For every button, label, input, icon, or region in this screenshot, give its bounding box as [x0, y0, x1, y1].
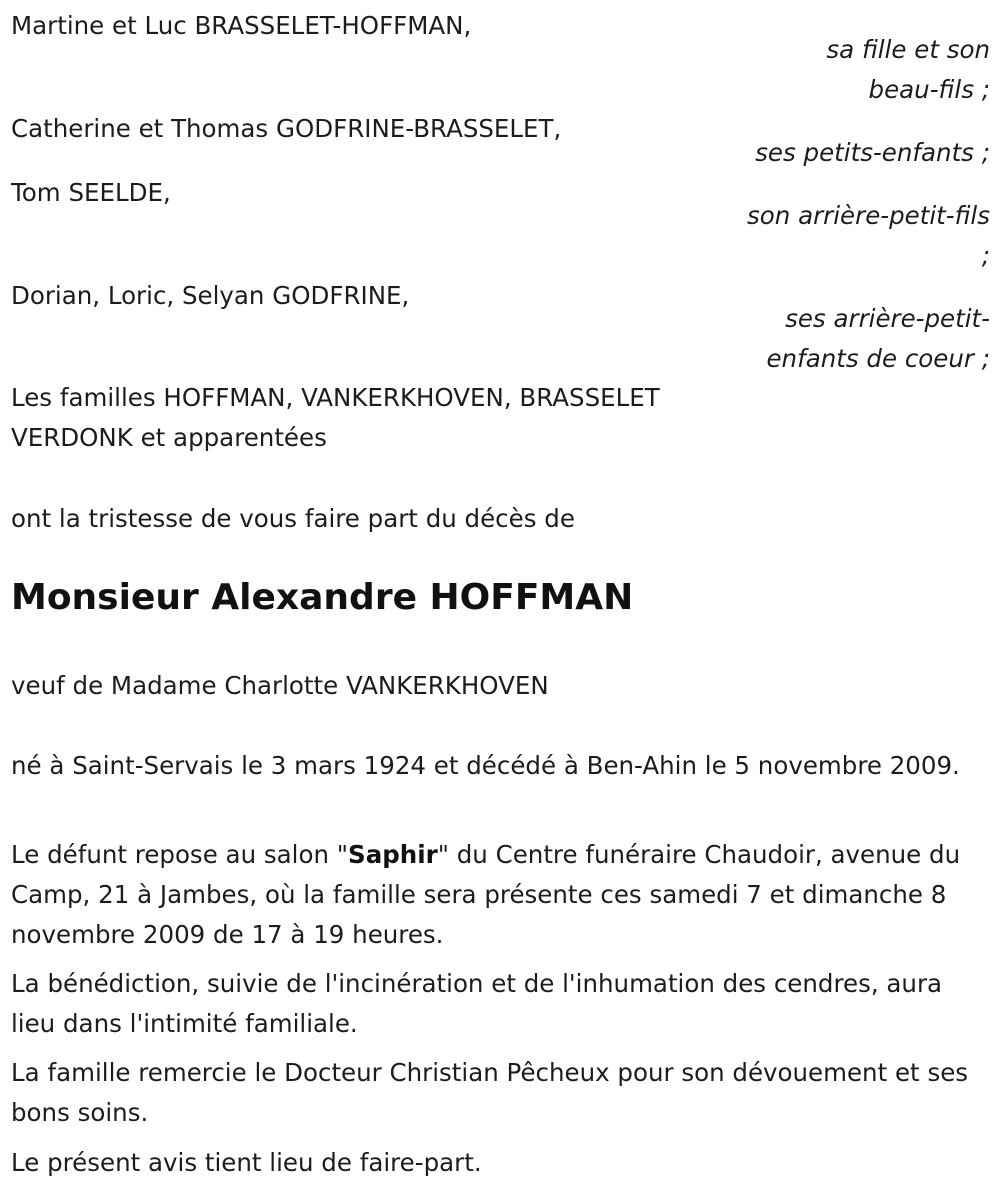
- thanks-paragraph: La famille remercie le Docteur Christian Pêcheux pour son dévouement et ses bons soins.: [11, 1058, 969, 1127]
- relation-label-4b: enfants de coeur ;: [766, 344, 990, 373]
- announcement-text: ont la tristesse de vous faire part du décès de: [11, 504, 575, 533]
- relative-names-4: Dorian, Loric, Selyan GODFRINE,: [11, 281, 410, 310]
- salon-name: Saphir: [348, 840, 438, 869]
- relative-names-1: Martine et Luc BRASSELET-HOFFMAN,: [11, 11, 472, 40]
- families-line-1: Les familles HOFFMAN, VANKERKHOVEN, BRASSELET: [11, 383, 660, 412]
- relation-label-2a: ses petits-enfants ;: [755, 138, 990, 167]
- deceased-name: Monsieur Alexandre HOFFMAN: [11, 577, 634, 618]
- birth-death-paragraph: né à Saint-Servais le 3 mars 1924 et décédé à Ben-Ahin le 5 novembre 2009.: [11, 751, 960, 780]
- repose-paragraph: [11, 835, 991, 955]
- relation-label-1a: sa fille et son: [826, 35, 990, 64]
- relation-label-3b: ;: [981, 241, 990, 270]
- families-line-2: VERDONK et apparentées: [11, 423, 327, 452]
- relative-names-2: Catherine et Thomas GODFRINE-BRASSELET,: [11, 114, 562, 143]
- relation-label-1b: beau-fils ;: [868, 75, 990, 104]
- relation-label-4a: ses arrière-petit-: [785, 304, 990, 333]
- ceremony-paragraph: La bénédiction, suivie de l'incinération et de l'inhumation des cendres, aura lieu dans l'intimité familiale.: [11, 969, 943, 1038]
- relative-names-3: Tom SEELDE,: [11, 178, 171, 207]
- repose-text-before: Le défunt repose au salon ": [11, 840, 349, 869]
- relation-label-3a: son arrière-petit-fils: [747, 201, 990, 230]
- closing-paragraph: Le présent avis tient lieu de faire-part.: [11, 1148, 482, 1177]
- repose-text-after: " du Centre funéraire Chaudoir, avenue du Camp, 21 à Jambes, où la famille sera présente ces samedi 7 et dimanche 8 novembre 2009 de 17 à 19 heures.: [11, 840, 961, 949]
- widower-of-text: veuf de Madame Charlotte VANKERKHOVEN: [11, 671, 549, 700]
